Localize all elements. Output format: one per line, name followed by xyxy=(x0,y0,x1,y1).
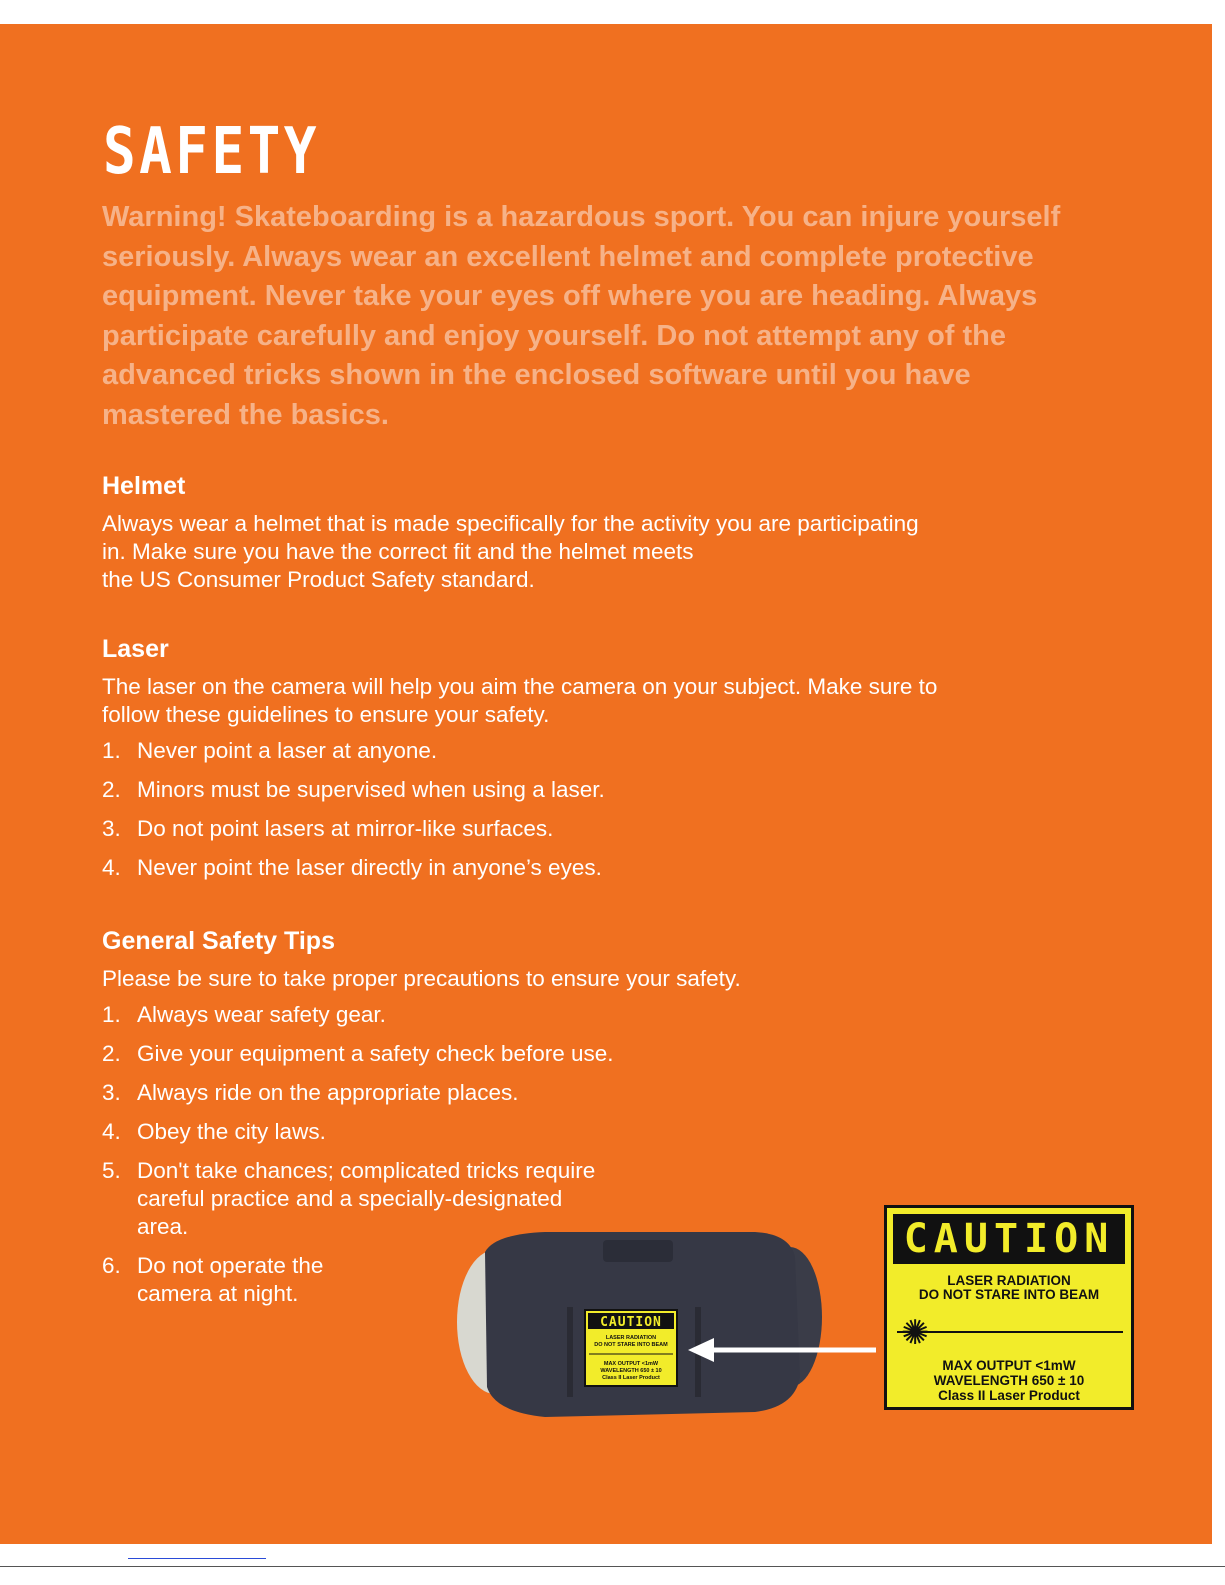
list-item xyxy=(102,854,1102,882)
list-item xyxy=(102,1001,1102,1029)
item-number: 4. xyxy=(102,1119,121,1144)
camera-caution-line: LASER RADIATION xyxy=(605,1335,657,1341)
item-number: 3. xyxy=(102,816,121,841)
item-number: 3. xyxy=(102,1080,121,1105)
camera-caution-line: MAX OUTPUT <1mW xyxy=(603,1361,659,1367)
item-text: Always wear safety gear. xyxy=(137,1002,386,1027)
item-text: Minors must be supervised when using a laser. xyxy=(137,777,605,802)
page-title: SAFETY xyxy=(103,115,320,189)
list-item xyxy=(102,1118,1102,1146)
laser-intro-line: The laser on the camera will help you aim the camera on your subject. Make sure to xyxy=(102,674,938,699)
item-text: Never point a laser at anyone. xyxy=(137,738,438,763)
caution-line: Class II Laser Product xyxy=(938,1388,1080,1403)
item-text: Do not point lasers at mirror-like surfaces. xyxy=(137,816,554,841)
caution-spec-text xyxy=(887,1358,1131,1403)
tips-heading: General Safety Tips xyxy=(102,927,335,955)
list-item xyxy=(102,776,1102,804)
item-text: Always ride on the appropriate places. xyxy=(137,1080,519,1105)
item-text: Never point the laser directly in anyone’s eyes. xyxy=(137,855,602,880)
helmet-body xyxy=(102,510,1102,594)
item-text: Obey the city laws. xyxy=(137,1119,326,1144)
caution-label xyxy=(884,1205,1134,1410)
item-text: Give your equipment a safety check before use. xyxy=(137,1041,614,1066)
item-number: 6. xyxy=(102,1253,121,1278)
camera-caution-line: Class II Laser Product xyxy=(602,1375,660,1381)
item-text: Do not operate the camera at night. xyxy=(137,1253,324,1306)
warning-paragraph: Warning! Skateboarding is a hazardous sport. You can injure yourself seriously. Always wear an excellent helmet and complete protective equipment. Never take your eyes off where you are heading. Always participate carefully and enjoy yourself. Do not attempt any of the advanced tricks shown in the enclosed software until you have mastered the basics. xyxy=(102,201,1061,431)
helmet-body-line: the US Consumer Product Safety standard. xyxy=(102,567,535,592)
helmet-body-line: in. Make sure you have the correct fit and the helmet meets xyxy=(102,539,694,564)
item-number: 5. xyxy=(102,1158,121,1183)
caution-line: MAX OUTPUT <1mW xyxy=(942,1358,1076,1373)
list-item xyxy=(102,815,1102,843)
laser-starburst-icon: ✺ xyxy=(901,1314,930,1352)
list-item xyxy=(102,1079,1102,1107)
camera-caution-line: DO NOT STARE INTO BEAM xyxy=(594,1342,668,1348)
laser-guidelines-list xyxy=(102,737,1102,882)
caution-line: DO NOT STARE INTO BEAM xyxy=(918,1287,1100,1302)
item-text: Don't take chances; complicated tricks require careful practice and a specially-designated area. xyxy=(137,1158,596,1239)
camera-image xyxy=(455,1212,825,1422)
caution-warning-text xyxy=(887,1274,1131,1302)
tips-intro: Please be sure to take proper precautions to ensure your safety. xyxy=(102,966,741,991)
item-number: 2. xyxy=(102,1041,121,1066)
helmet-body-line: Always wear a helmet that is made specifically for the activity you are participating xyxy=(102,511,919,536)
laser-heading: Laser xyxy=(102,635,169,663)
item-number: 4. xyxy=(102,855,121,880)
laser-intro-line: follow these guidelines to ensure your safety. xyxy=(102,702,550,727)
arrow-icon xyxy=(688,1337,878,1363)
caution-divider xyxy=(897,1331,1123,1333)
item-number: 2. xyxy=(102,777,121,802)
camera-caution-text: CAUTION xyxy=(600,1315,662,1330)
laser-section xyxy=(102,633,1102,893)
item-number: 1. xyxy=(102,738,121,763)
caution-line: LASER RADIATION xyxy=(947,1273,1071,1288)
helmet-heading: Helmet xyxy=(102,472,186,500)
list-item xyxy=(102,1040,1102,1068)
footer-divider xyxy=(0,1566,1225,1567)
item-number: 1. xyxy=(102,1002,121,1027)
laser-intro xyxy=(102,673,1102,729)
helmet-section xyxy=(102,470,1102,594)
camera-caution-line: WAVELENGTH 650 ± 10 xyxy=(600,1368,662,1374)
list-item xyxy=(102,737,1102,765)
footer-link-underline xyxy=(128,1558,266,1559)
caution-heading: CAUTION xyxy=(893,1214,1125,1264)
caution-line: WAVELENGTH 650 ± 10 xyxy=(933,1373,1085,1388)
